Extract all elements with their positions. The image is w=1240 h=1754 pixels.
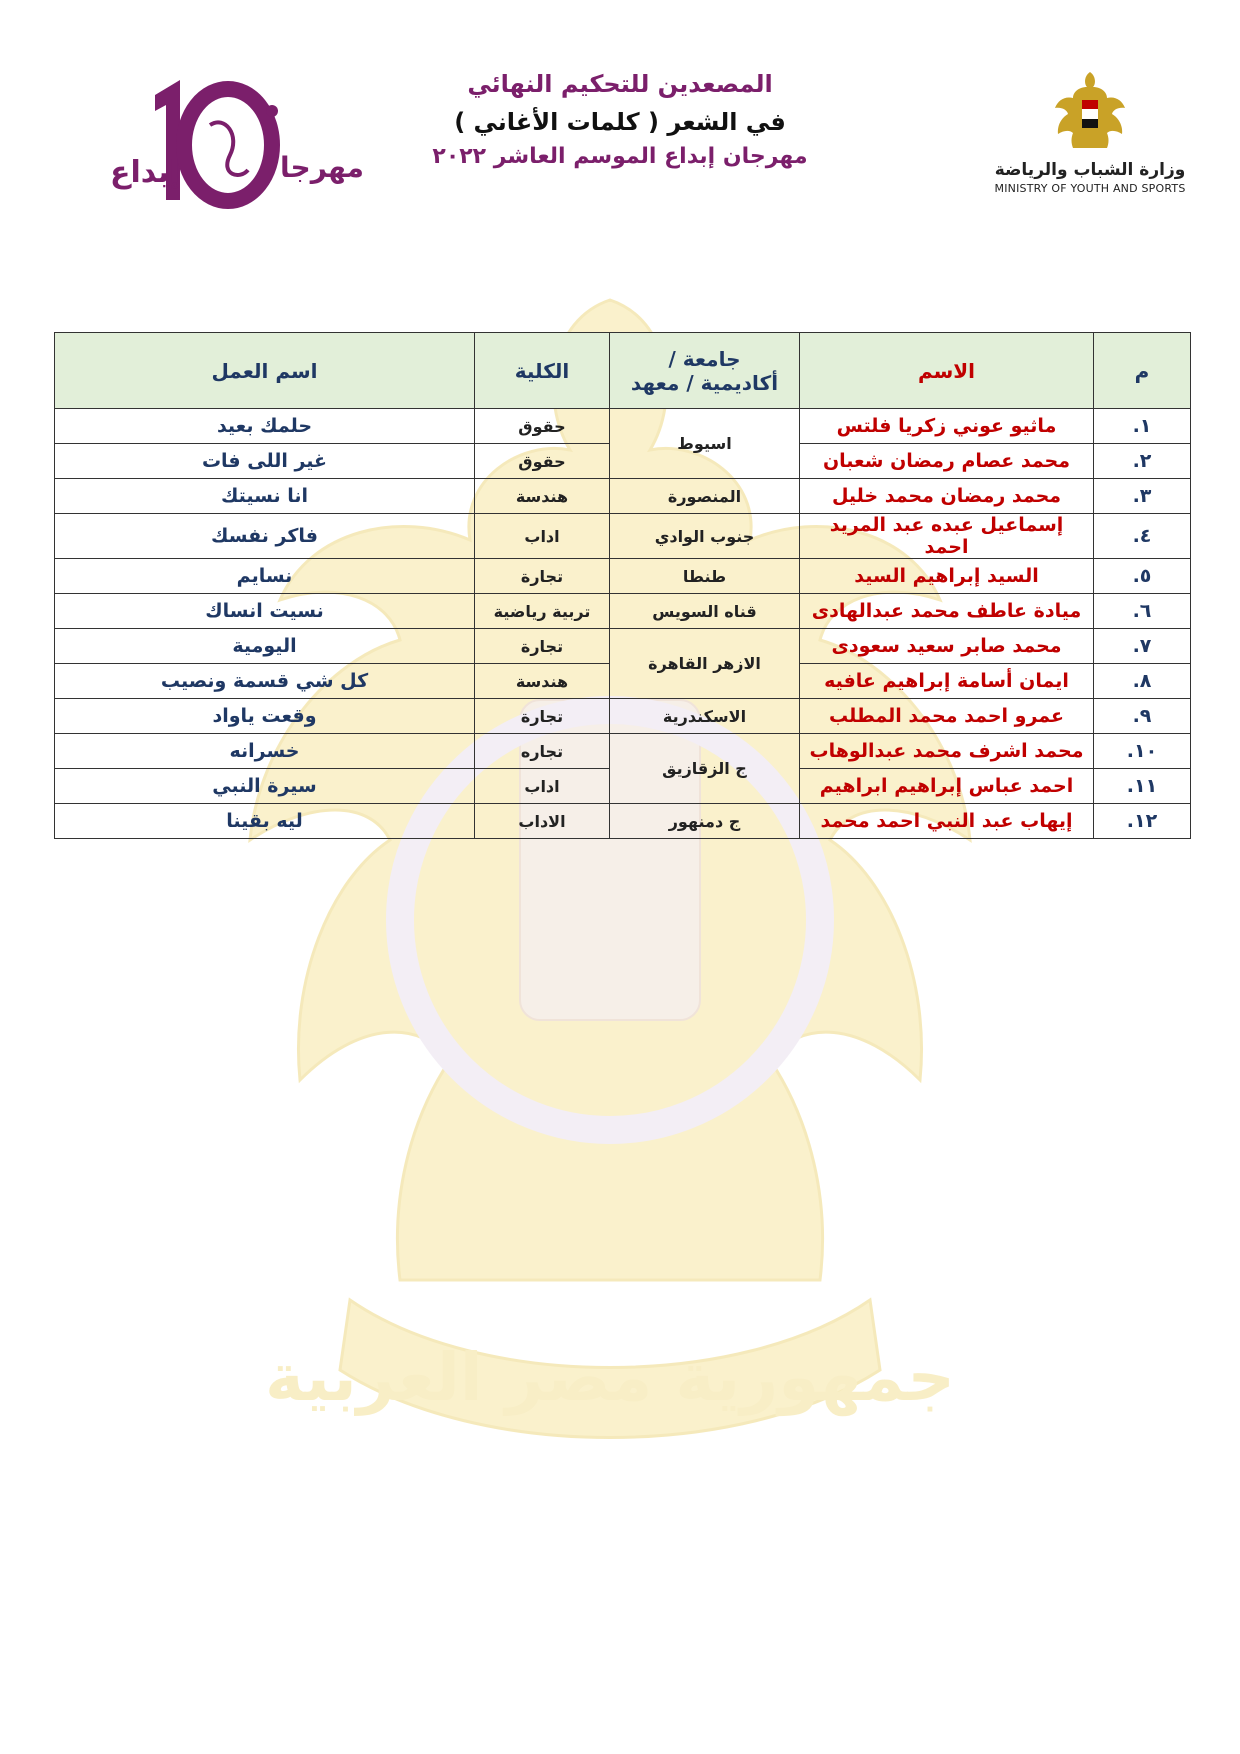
row-work: حلمك بعيد xyxy=(55,409,475,444)
row-num: ٢. xyxy=(1094,444,1191,479)
row-work: سيرة النبي xyxy=(55,769,475,804)
row-num: ٨. xyxy=(1094,664,1191,699)
header-name: الاسم xyxy=(800,333,1094,409)
row-university: ج دمنهور xyxy=(610,804,800,839)
header-num: م xyxy=(1094,333,1191,409)
title-line-2: في الشعر ( كلمات الأغاني ) xyxy=(454,108,786,136)
row-num: ١١. xyxy=(1094,769,1191,804)
row-faculty: الاداب xyxy=(475,804,610,839)
row-name: محمد اشرف محمد عبدالوهاب xyxy=(800,734,1094,769)
header-university-line2: أكاديمية / معهد xyxy=(630,370,779,395)
header-faculty: الكلية xyxy=(475,333,610,409)
header-university xyxy=(610,333,800,409)
finalists-table xyxy=(54,332,1191,839)
row-university: الاسكندرية xyxy=(610,699,800,734)
row-faculty: اداب xyxy=(475,769,610,804)
row-name: ماثيو عوني زكريا فلتس xyxy=(800,409,1094,444)
row-university: اسيوط xyxy=(610,409,800,479)
header-university-line1: جامعة / xyxy=(668,346,741,371)
row-num: ٤. xyxy=(1094,514,1191,559)
row-work: خسرانه xyxy=(55,734,475,769)
row-name: ميادة عاطف محمد عبدالهادى xyxy=(800,594,1094,629)
row-work: غير اللى فات xyxy=(55,444,475,479)
row-university: المنصورة xyxy=(610,479,800,514)
row-faculty: هندسة xyxy=(475,479,610,514)
ministry-name-en: MINISTRY OF YOUTH AND SPORTS xyxy=(994,182,1186,195)
row-work: ليه بقينا xyxy=(55,804,475,839)
document-title-block xyxy=(390,70,850,169)
row-name: محمد رمضان محمد خليل xyxy=(800,479,1094,514)
row-num: ٥. xyxy=(1094,559,1191,594)
table-row xyxy=(55,594,1191,629)
row-university: ج الزقازيق xyxy=(610,734,800,804)
row-num: ٣. xyxy=(1094,479,1191,514)
row-name: إيهاب عبد النبي احمد محمد xyxy=(800,804,1094,839)
row-university: الازهر القاهرة xyxy=(610,629,800,699)
row-university: قناه السويس xyxy=(610,594,800,629)
row-num: ١٢. xyxy=(1094,804,1191,839)
ministry-name-ar: وزارة الشباب والرياضة xyxy=(994,160,1186,180)
table-row xyxy=(55,804,1191,839)
row-work: فاكر نفسك xyxy=(55,514,475,559)
ministry-logo xyxy=(990,70,1190,195)
table-header-row xyxy=(55,333,1191,409)
table-row xyxy=(55,479,1191,514)
eagle-emblem-icon xyxy=(1053,70,1127,152)
table-row xyxy=(55,734,1191,769)
row-faculty: تربية رياضية xyxy=(475,594,610,629)
row-work: نسيت انساك xyxy=(55,594,475,629)
table-row xyxy=(55,629,1191,664)
row-name: إسماعيل عبده عبد المريد احمد xyxy=(800,514,1094,559)
row-faculty: حقوق xyxy=(475,409,610,444)
row-num: ١. xyxy=(1094,409,1191,444)
row-num: ٦. xyxy=(1094,594,1191,629)
table-row xyxy=(55,699,1191,734)
row-name: محمد صابر سعيد سعودى xyxy=(800,629,1094,664)
festival-logo-word-1: إبداع xyxy=(110,155,180,190)
row-num: ١٠. xyxy=(1094,734,1191,769)
row-num: ٧. xyxy=(1094,629,1191,664)
festival-logo-word-2: مهرجا xyxy=(280,151,364,184)
row-name: محمد عصام رمضان شعبان xyxy=(800,444,1094,479)
title-line-3: مهرجان إبداع الموسم العاشر ٢٠٢٢ xyxy=(432,144,808,169)
row-work: انا نسيتك xyxy=(55,479,475,514)
row-university: طنطا xyxy=(610,559,800,594)
title-line-1: المصعدين للتحكيم النهائي xyxy=(467,70,773,98)
row-faculty: تجارة xyxy=(475,629,610,664)
row-faculty: تجاره xyxy=(475,734,610,769)
row-work: كل شي قسمة ونصيب xyxy=(55,664,475,699)
row-name: السيد إبراهيم السيد xyxy=(800,559,1094,594)
row-name: احمد عباس إبراهيم ابراهيم xyxy=(800,769,1094,804)
row-faculty: تجارة xyxy=(475,699,610,734)
row-faculty: هندسة xyxy=(475,664,610,699)
festival-logo xyxy=(110,75,364,225)
row-name: عمرو احمد محمد المطلب xyxy=(800,699,1094,734)
row-work: نسايم xyxy=(55,559,475,594)
row-faculty: حقوق xyxy=(475,444,610,479)
table-row xyxy=(55,559,1191,594)
header-work: اسم العمل xyxy=(55,333,475,409)
row-work: اليومية xyxy=(55,629,475,664)
row-faculty: تجارة xyxy=(475,559,610,594)
table-row xyxy=(55,514,1191,559)
festival-logo-number xyxy=(180,75,181,76)
watermark-caption: جمهورية مصر العربية xyxy=(265,1339,955,1416)
row-work: وقعت ياواد xyxy=(55,699,475,734)
row-num: ٩. xyxy=(1094,699,1191,734)
row-faculty: اداب xyxy=(475,514,610,559)
table-row xyxy=(55,409,1191,444)
row-university: جنوب الوادي xyxy=(610,514,800,559)
festival-ten-icon xyxy=(110,75,350,225)
row-name: ايمان أسامة إبراهيم عافيه xyxy=(800,664,1094,699)
